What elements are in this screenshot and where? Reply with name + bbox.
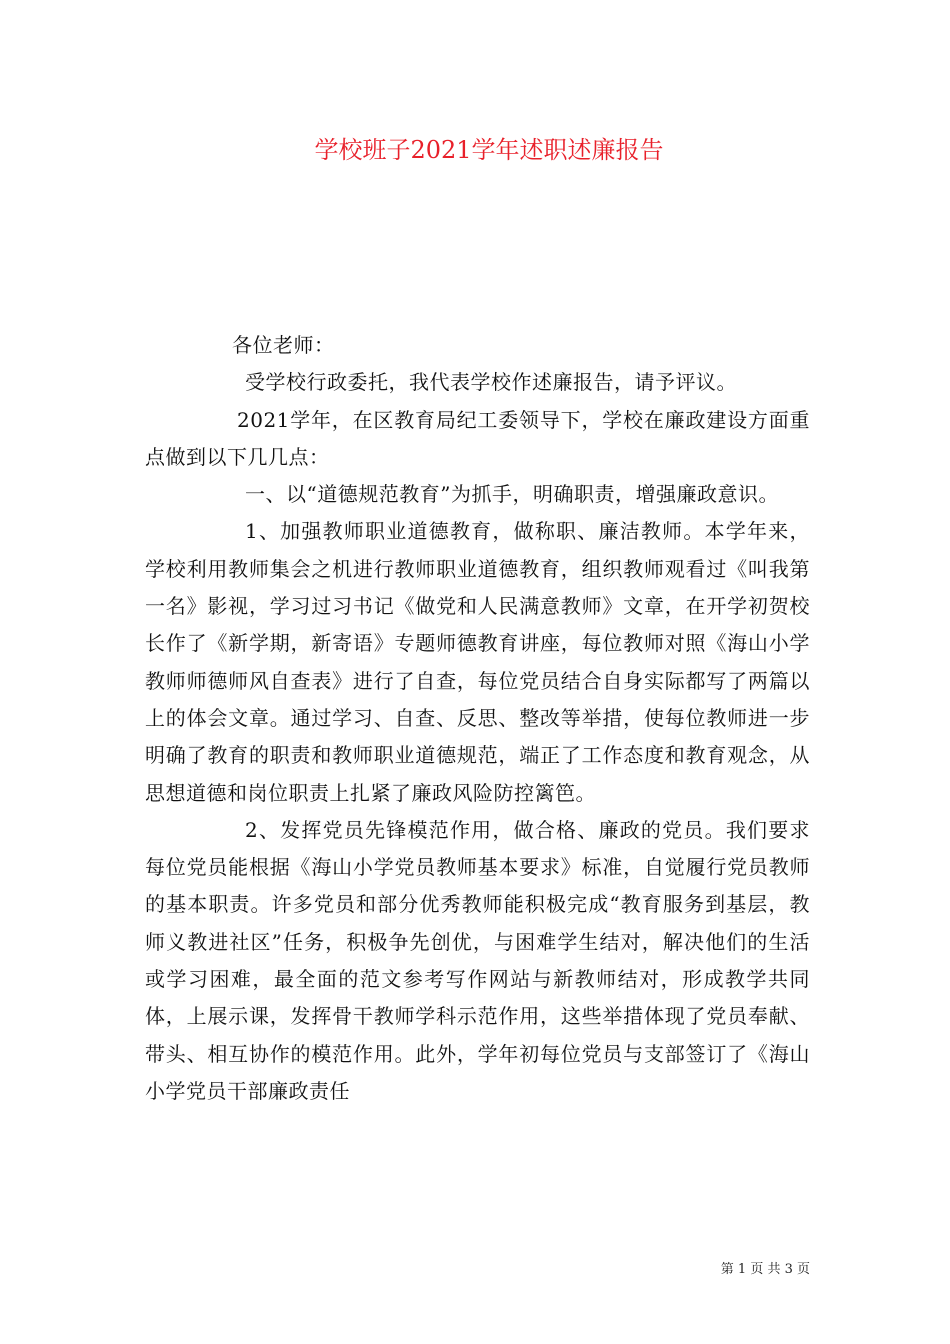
paragraph-1: 受学校行政委托，我代表学校作述廉报告，请予评议。: [245, 370, 737, 395]
document-body: [145, 327, 810, 1110]
paragraph-3: 1、加强教师职业道德教育，做称职、廉洁教师。本学年来，学校利用教师集会之机进行教师职业道德教育，组织教师观看过《叫我第一名》影视，学习过习书记《做党和人民满意教师》文章，在开学初贺校长作了《新学期，新寄语》专题师德教育讲座，每位教师对照《海山小学教师师德师风自查表》进行了自查，每位党员结合自身实际都写了两篇以上的体会文章。通过学习、自查、反思、整改等举措，使每位教师进一步明确了教育的职责和教师职业道德规范，端正了工作态度和教育观念，从思想道德和岗位职责上扎紧了廉政风险防控篱笆。: [145, 519, 810, 805]
document-title: 学校班子2021学年述职述廉报告: [314, 136, 664, 164]
greeting: 各位老师：: [232, 333, 335, 357]
paragraph-4: 2、发挥党员先锋模范作用，做合格、廉政的党员。我们要求每位党员能根据《海山小学党员教师基本要求》标准，自觉履行党员教师的基本职责。许多党员和部分优秀教师能积极完成“教育服务到基层，教师义教进社区”任务，积极争先创优，与困难学生结对，解决他们的生活或学习困难，最全面的范文参考写作网站与新教师结对，形成教学共同体，上展示课，发挥骨干教师学科示范作用，这些举措体现了党员奉献、带头、相互协作的模范作用。此外，学年初每位党员与支部签订了《海山小学党员干部廉政责任: [145, 817, 810, 1103]
paragraph-2: 2021学年，在区教育局纪工委领导下，学校在廉政建设方面重点做到以下几几点：: [145, 407, 810, 469]
section-heading-1: 一、以“道德规范教育”为抓手，明确职责，增强廉政意识。: [245, 482, 779, 507]
page-number: 第 1 页 共 3 页: [720, 1262, 810, 1277]
